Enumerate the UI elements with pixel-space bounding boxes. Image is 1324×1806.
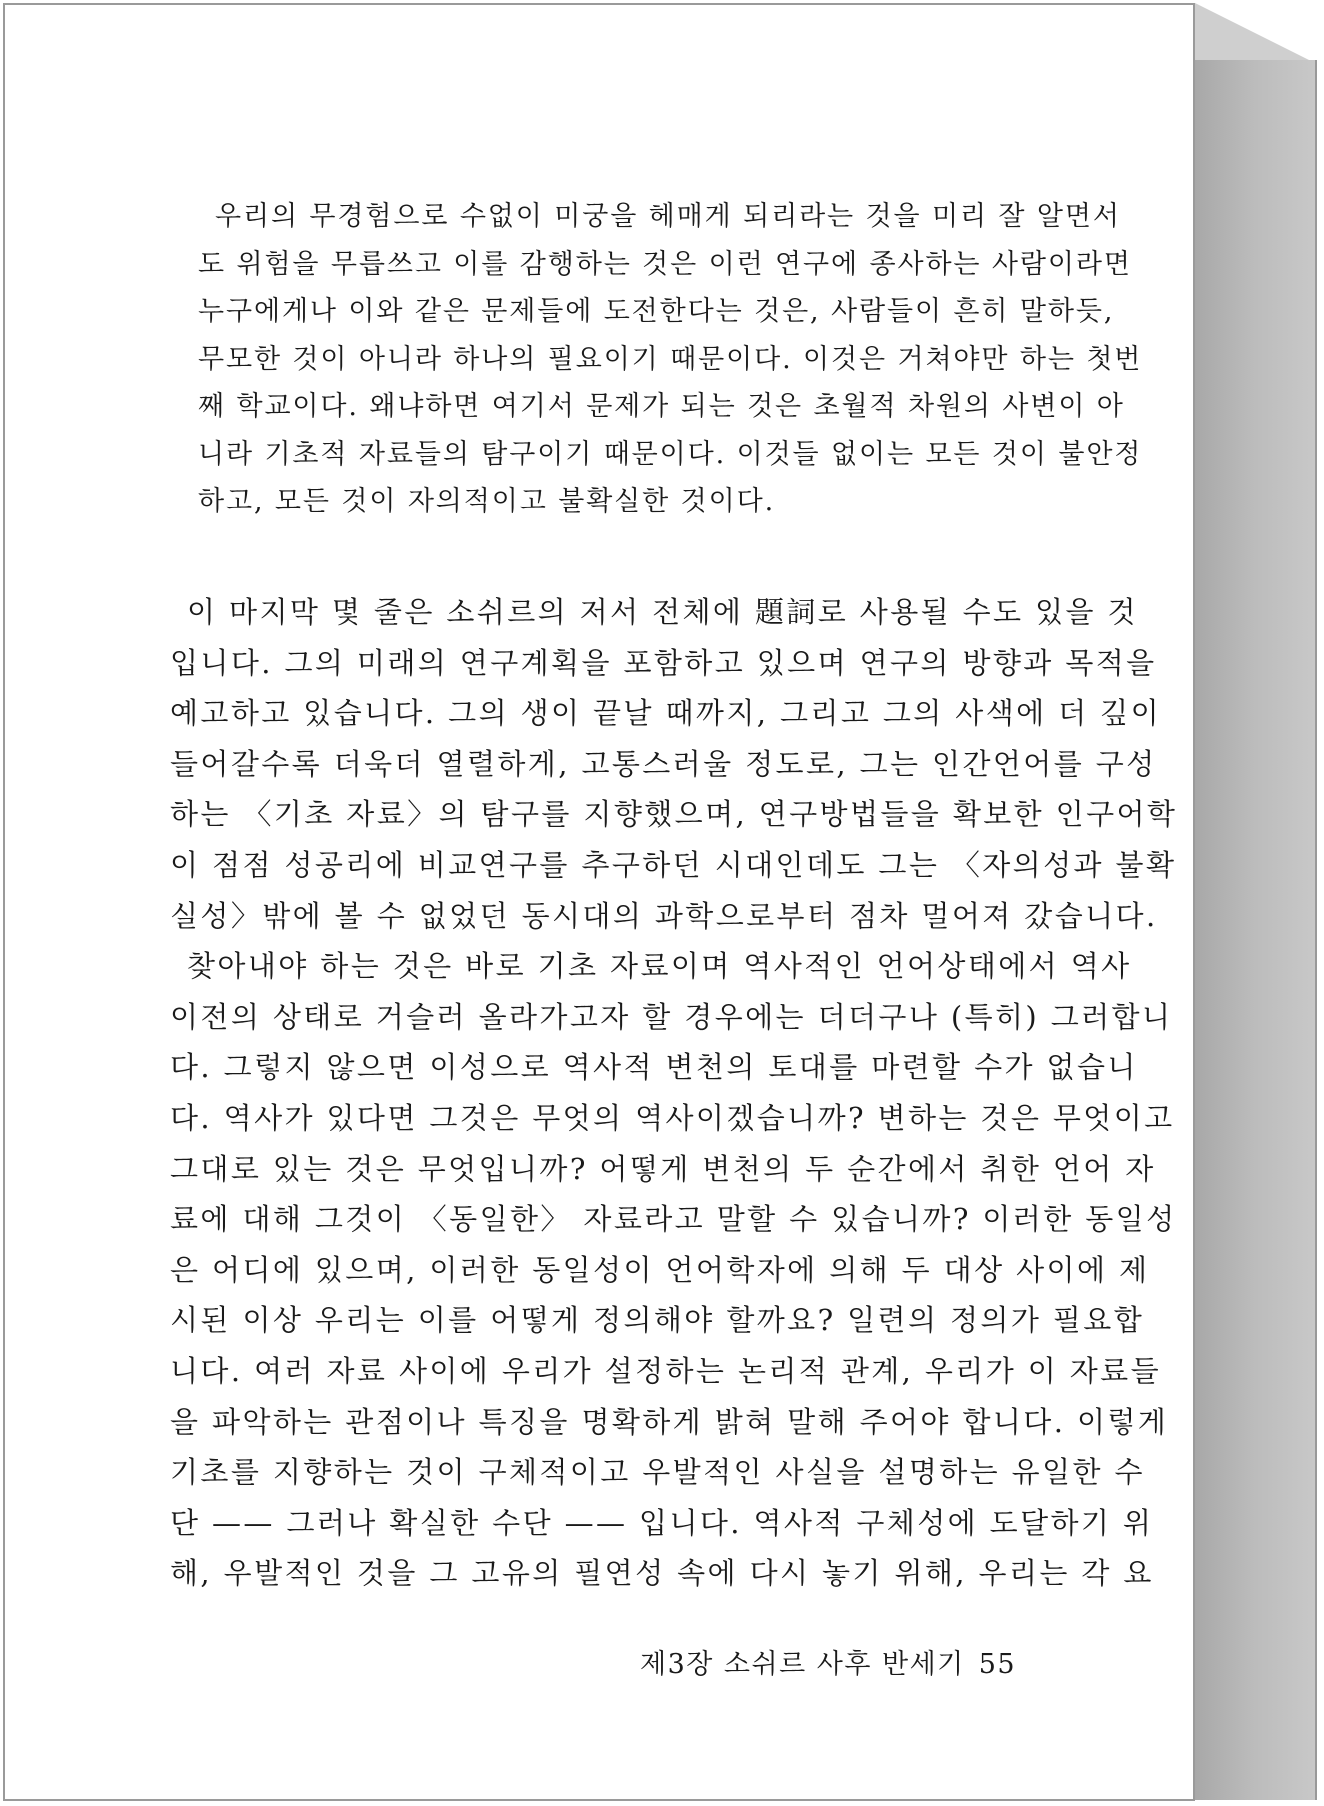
paragraph-line: 료에 대해 그것이 〈동일한〉 자료라고 말할 수 있습니까? 이러한 동일성 — [170, 1202, 1177, 1237]
quote-line: 도 위험을 무릅쓰고 이를 감행하는 것은 이런 연구에 종사하는 사람이라면 — [198, 248, 1132, 280]
quote-line: 무모한 것이 아니라 하나의 필요이기 때문이다. 이것은 거쳐야만 하는 첫번 — [198, 343, 1143, 375]
paragraph-line: 니다. 여러 자료 사이에 우리가 설정하는 논리적 관계, 우리가 이 자료들 — [170, 1353, 1162, 1388]
quote-line: 우리의 무경험으로 수없이 미궁을 헤매게 되리라는 것을 미리 잘 알면서 — [215, 201, 1121, 232]
book-spine — [1195, 60, 1317, 1800]
paragraph-line: 다. 역사가 있다면 그것은 무엇의 역사이겠습니까? 변하는 것은 무엇이고 — [170, 1100, 1175, 1135]
quote-line: 누구에게나 이와 같은 문제들에 도전한다는 것은, 사람들이 흔히 말하듯, — [198, 296, 1115, 327]
paragraph-line: 예고하고 있습니다. 그의 생이 끝날 때까지, 그리고 그의 사색에 더 깊이 — [170, 696, 1162, 731]
quote-line: 째 학교이다. 왜냐하면 여기서 문제가 되는 것은 초월적 차원의 사변이 아 — [198, 391, 1125, 422]
paragraph-line: 기초를 지향하는 것이 구체적이고 우발적인 사실을 설명하는 유일한 수 — [170, 1455, 1145, 1490]
quote-line: 니라 기초적 자료들의 탐구이기 때문이다. 이것들 없이는 모든 것이 불안정 — [198, 438, 1143, 470]
paragraph-line: 찾아내야 하는 것은 바로 기초 자료이며 역사적인 언어상태에서 역사 — [187, 949, 1132, 984]
body-text — [170, 587, 1178, 1599]
paragraph-line: 실성〉밖에 볼 수 없었던 동시대의 과학으로부터 점차 멀어져 갔습니다. — [170, 898, 1158, 933]
paragraph-line: 이 마지막 몇 줄은 소쉬르의 저서 전체에 題詞로 사용될 수도 있을 것 — [187, 595, 1138, 629]
quote-block — [198, 193, 1143, 526]
paragraph-line: 이 점점 성공리에 비교연구를 추구하던 시대인데도 그는 〈자의성과 불확 — [170, 847, 1177, 882]
paragraph-line: 들어갈수록 더욱더 열렬하게, 고통스러울 정도로, 그는 인간언어를 구성 — [170, 746, 1157, 781]
page-number: 55 — [978, 1649, 1017, 1680]
paragraph-line: 다. 그렇지 않으면 이성으로 역사적 변천의 토대를 마련할 수가 없습니 — [170, 1050, 1138, 1085]
paragraph-line: 그대로 있는 것은 무엇입니까? 어떻게 변천의 두 순간에서 취한 언어 자 — [170, 1151, 1156, 1186]
paragraph-line: 단 —— 그러나 확실한 수단 —— 입니다. 역사적 구체성에 도달하기 위 — [170, 1505, 1154, 1540]
paragraph-line: 시된 이상 우리는 이를 어떻게 정의해야 할까요? 일련의 정의가 필요합 — [170, 1303, 1145, 1338]
paragraph-line: 입니다. 그의 미래의 연구계획을 포함하고 있으며 연구의 방향과 목적을 — [170, 645, 1157, 680]
paragraph-line: 해, 우발적인 것을 그 고유의 필연성 속에 다시 놓기 위해, 우리는 각 요 — [170, 1556, 1154, 1591]
book-spine-top — [1195, 3, 1315, 63]
paragraph-line: 을 파악하는 관점이나 특징을 명확하게 밝혀 말해 주어야 합니다. 이렇게 — [170, 1404, 1169, 1439]
paragraph-line: 은 어디에 있으며, 이러한 동일성이 언어학자에 의해 두 대상 사이에 제 — [170, 1252, 1150, 1287]
paragraph-line: 이전의 상태로 거슬러 올라가고자 할 경우에는 더더구나 (특히) 그러합니 — [170, 999, 1173, 1034]
chapter-title: 제3장 소쉬르 사후 반세기 — [640, 1649, 965, 1680]
quote-line: 하고, 모든 것이 자의적이고 불확실한 것이다. — [198, 486, 776, 517]
page-footer — [640, 1642, 1017, 1681]
paragraph-line: 하는 〈기초 자료〉의 탐구를 지향했으며, 연구방법들을 확보한 인구어학 — [170, 797, 1178, 832]
